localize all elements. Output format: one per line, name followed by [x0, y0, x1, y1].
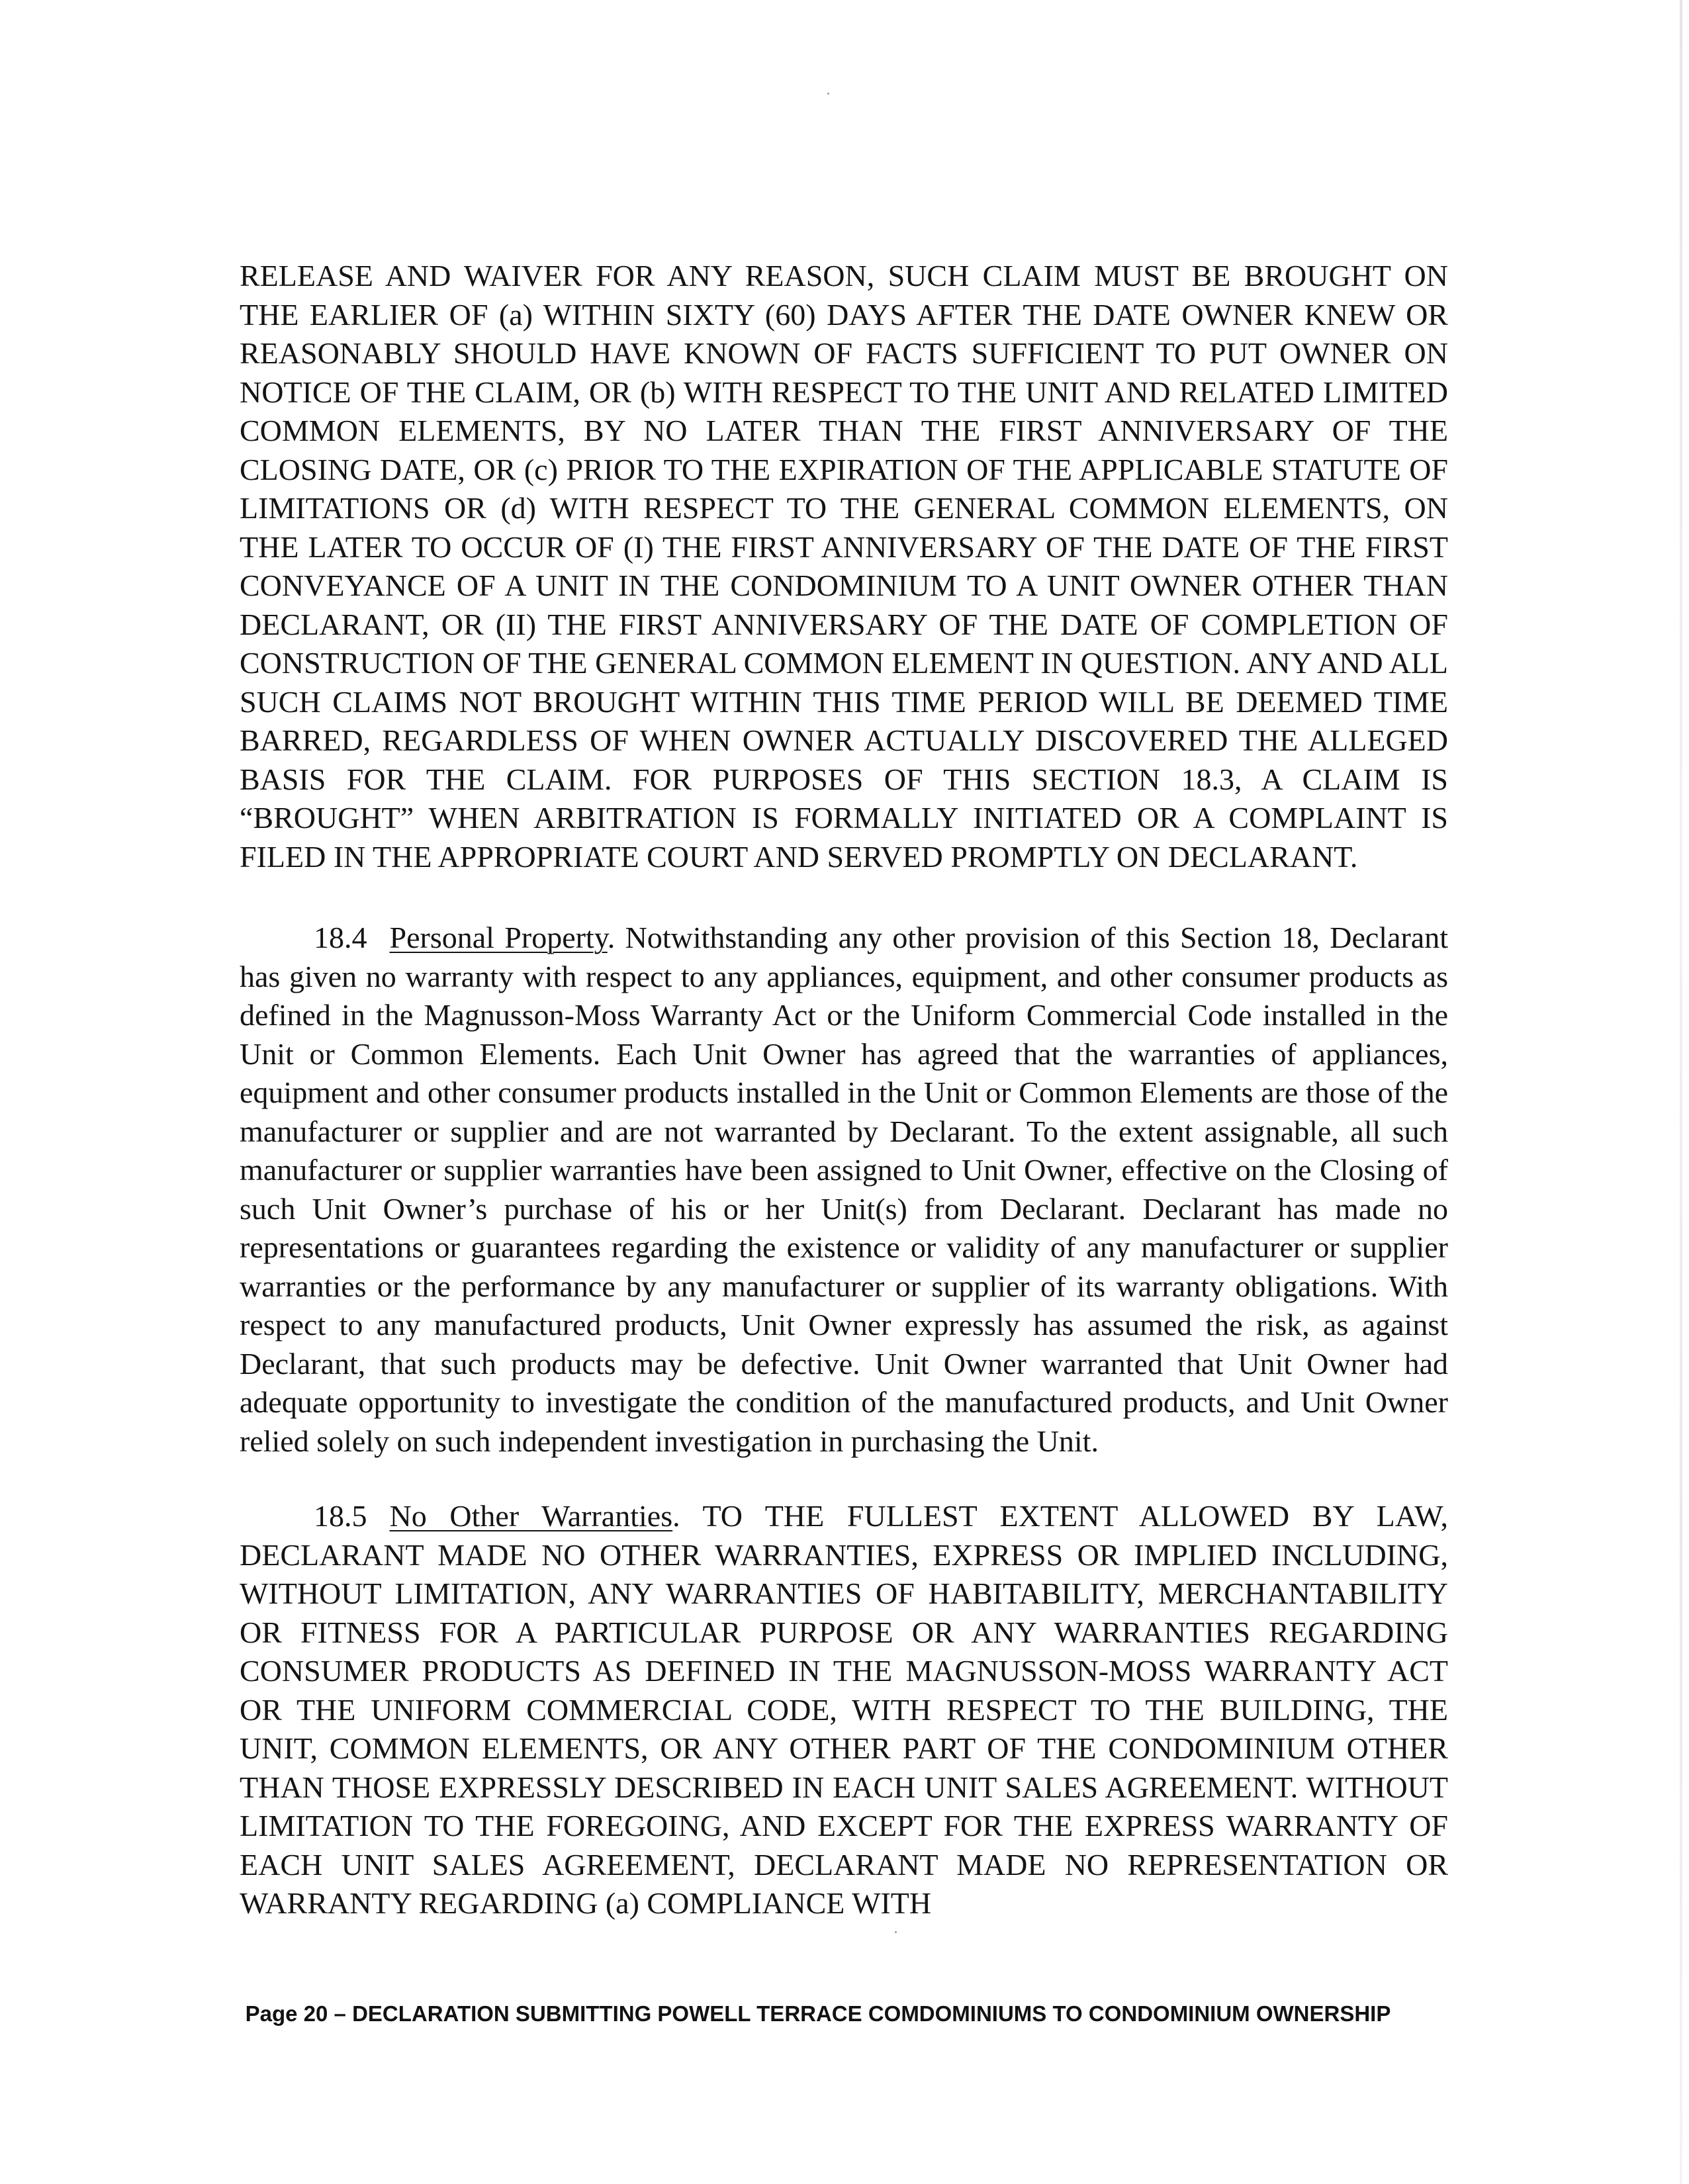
section-heading: No Other Warranties — [389, 1499, 673, 1533]
section-18-5 — [240, 1497, 1448, 1923]
scan-speck — [895, 1931, 897, 1933]
section-number: 18.5 — [314, 1499, 367, 1533]
paragraph-18-3-continued: RELEASE AND WAIVER FOR ANY REASON, SUCH CLAIM MUST BE BROUGHT ON THE EARLIER OF (a) WITHIN SIXTY (60) DAYS AFTER THE DATE OWNER KNEW OR REASONABLY SHOULD HAVE KNOWN OF FACTS SUFFICIENT TO PUT OWNER ON NOTICE OF THE CLAIM, OR (b) WITH RESPECT TO THE UNIT AND RELATED LIMITED COMMON ELEMENTS, BY NO LATER THAN THE FIRST ANNIVERSARY OF THE CLOSING DATE, OR (c) PRIOR TO THE EXPIRATION OF THE APPLICABLE STATUTE OF LIMITATIONS OR (d) WITH RESPECT TO THE GENERAL COMMON ELEMENTS, ON THE LATER TO OCCUR OF (I) THE FIRST ANNIVERSARY OF THE DATE OF THE FIRST CONVEYANCE OF A UNIT IN THE CONDOMINIUM TO A UNIT OWNER OTHER THAN DECLARANT, OR (II) THE FIRST ANNIVERSARY OF THE DATE OF COMPLETION OF CONSTRUCTION OF THE GENERAL COMMON ELEMENT IN QUESTION. ANY AND ALL SUCH CLAIMS NOT BROUGHT WITHIN THIS TIME PERIOD WILL BE DEEMED TIME BARRED, REGARDLESS OF WHEN OWNER ACTUALLY DISCOVERED THE ALLEGED BASIS FOR THE CLAIM. FOR PURPOSES OF THIS SECTION 18.3, A CLAIM IS “BROUGHT” WHEN ARBITRATION IS FORMALLY INITIATED OR A COMPLAINT IS FILED IN THE APPROPRIATE COURT AND SERVED PROMPTLY ON DECLARANT. — [240, 259, 1448, 874]
footer-text: Page 20 – DECLARATION SUBMITTING POWELL TERRACE COMDOMINIUMS TO CONDOMINIUM OWNERSHIP — [245, 2001, 1391, 2026]
section-body: . Notwithstanding any other provision of this Section 18, Declarant has given no warranty with respect to any appliances, equipment, and other consumer products as defined in the Magnusson-Moss Warranty Act or the Uniform Commercial Code installed in the Unit or Common Elements. Each Unit Owner has agreed that the warranties of appliances, equipment and other consumer products installed in the Unit or Common Elements are those of the manufacturer or supplier and are not warranted by Declarant. To the extent assignable, all such manufacturer or supplier warranties have been assigned to Unit Owner, effective on the Closing of such Unit Owner’s purchase of his or her Unit(s) from Declarant. Declarant has made no representations or guarantees regarding the existence or validity of any manufacturer or supplier warranties or the performance by any manufacturer or supplier of its warranty obligations. With respect to any manufactured products, Unit Owner expressly has assumed the risk, as against Declarant, that such products may be defective. Unit Owner warranted that Unit Owner had adequate opportunity to investigate the condition of the manufactured products, and Unit Owner relied solely on such independent investigation in purchasing the Unit. — [240, 921, 1448, 1458]
scan-speck — [827, 93, 829, 95]
section-heading: Personal Property — [389, 921, 608, 954]
section-body: . TO THE FULLEST EXTENT ALLOWED BY LAW, DECLARANT MADE NO OTHER WARRANTIES, EXPRESS OR IMPLIED INCLUDING, WITHOUT LIMITATION, ANY WARRANTIES OF HABITABILITY, MERCHANTABILITY OR FITNESS FOR A PARTICULAR PURPOSE OR ANY WARRANTIES REGARDING CONSUMER PRODUCTS AS DEFINED IN THE MAGNUSSON-MOSS WARRANTY ACT OR THE UNIFORM COMMERCIAL CODE, WITH RESPECT TO THE BUILDING, THE UNIT, COMMON ELEMENTS, OR ANY OTHER PART OF THE CONDOMINIUM OTHER THAN THOSE EXPRESSLY DESCRIBED IN EACH UNIT SALES AGREEMENT. WITHOUT LIMITATION TO THE FOREGOING, AND EXCEPT FOR THE EXPRESS WARRANTY OF EACH UNIT SALES AGREEMENT, DECLARANT MADE NO REPRESENTATION OR WARRANTY REGARDING (a) COMPLIANCE WITH — [240, 1499, 1448, 1920]
page-footer — [0, 2001, 1689, 2026]
section-18-4 — [240, 919, 1448, 1461]
scan-edge-shadow — [1680, 0, 1682, 2184]
section-number: 18.4 — [314, 921, 367, 954]
